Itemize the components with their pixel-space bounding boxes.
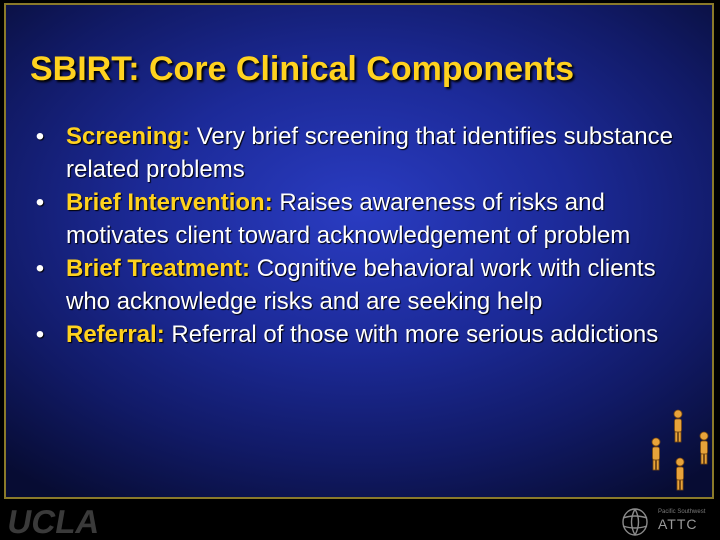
bullet-term: Brief Treatment: [66, 255, 251, 282]
bullet-term: Brief Intervention: [66, 189, 273, 216]
bullet-term: Referral: [66, 321, 165, 348]
attc-subtitle: Pacific Southwest [658, 509, 706, 515]
bullet-text: Referral of those with more serious addictions [164, 321, 659, 348]
bullet-item-brief-treatment [30, 252, 690, 318]
bullet-dot: • [35, 255, 45, 282]
bullet-dot: • [35, 321, 45, 348]
bullet-dot: • [35, 123, 45, 150]
person-icon [700, 432, 708, 464]
person-icon [676, 458, 684, 490]
attc-logo [618, 506, 714, 538]
bullet-item-referral [30, 318, 690, 351]
bullet-term: Screening: [66, 123, 191, 150]
bullet-item-screening [30, 120, 690, 186]
bullet-item-brief-intervention [30, 186, 690, 252]
person-icon [674, 410, 682, 442]
slide-title: SBIRT: Core Clinical Components [30, 50, 575, 88]
ucla-logo: UCLA [4, 503, 104, 540]
bullet-text: Raises awareness of risks and motivates client toward acknowledgement of problem [66, 189, 631, 249]
person-icon [652, 438, 660, 470]
people-figures-icon [638, 408, 714, 496]
bullet-text: Cognitive behavioral work with clients who acknowledge risks and are seeking help [66, 255, 656, 315]
bullet-list [30, 120, 690, 351]
bullet-text: Very brief screening that identifies substance related problems [66, 123, 673, 183]
globe-icon [618, 506, 652, 538]
attc-wordmark: ATTC [658, 516, 698, 532]
bullet-dot: • [35, 189, 45, 216]
